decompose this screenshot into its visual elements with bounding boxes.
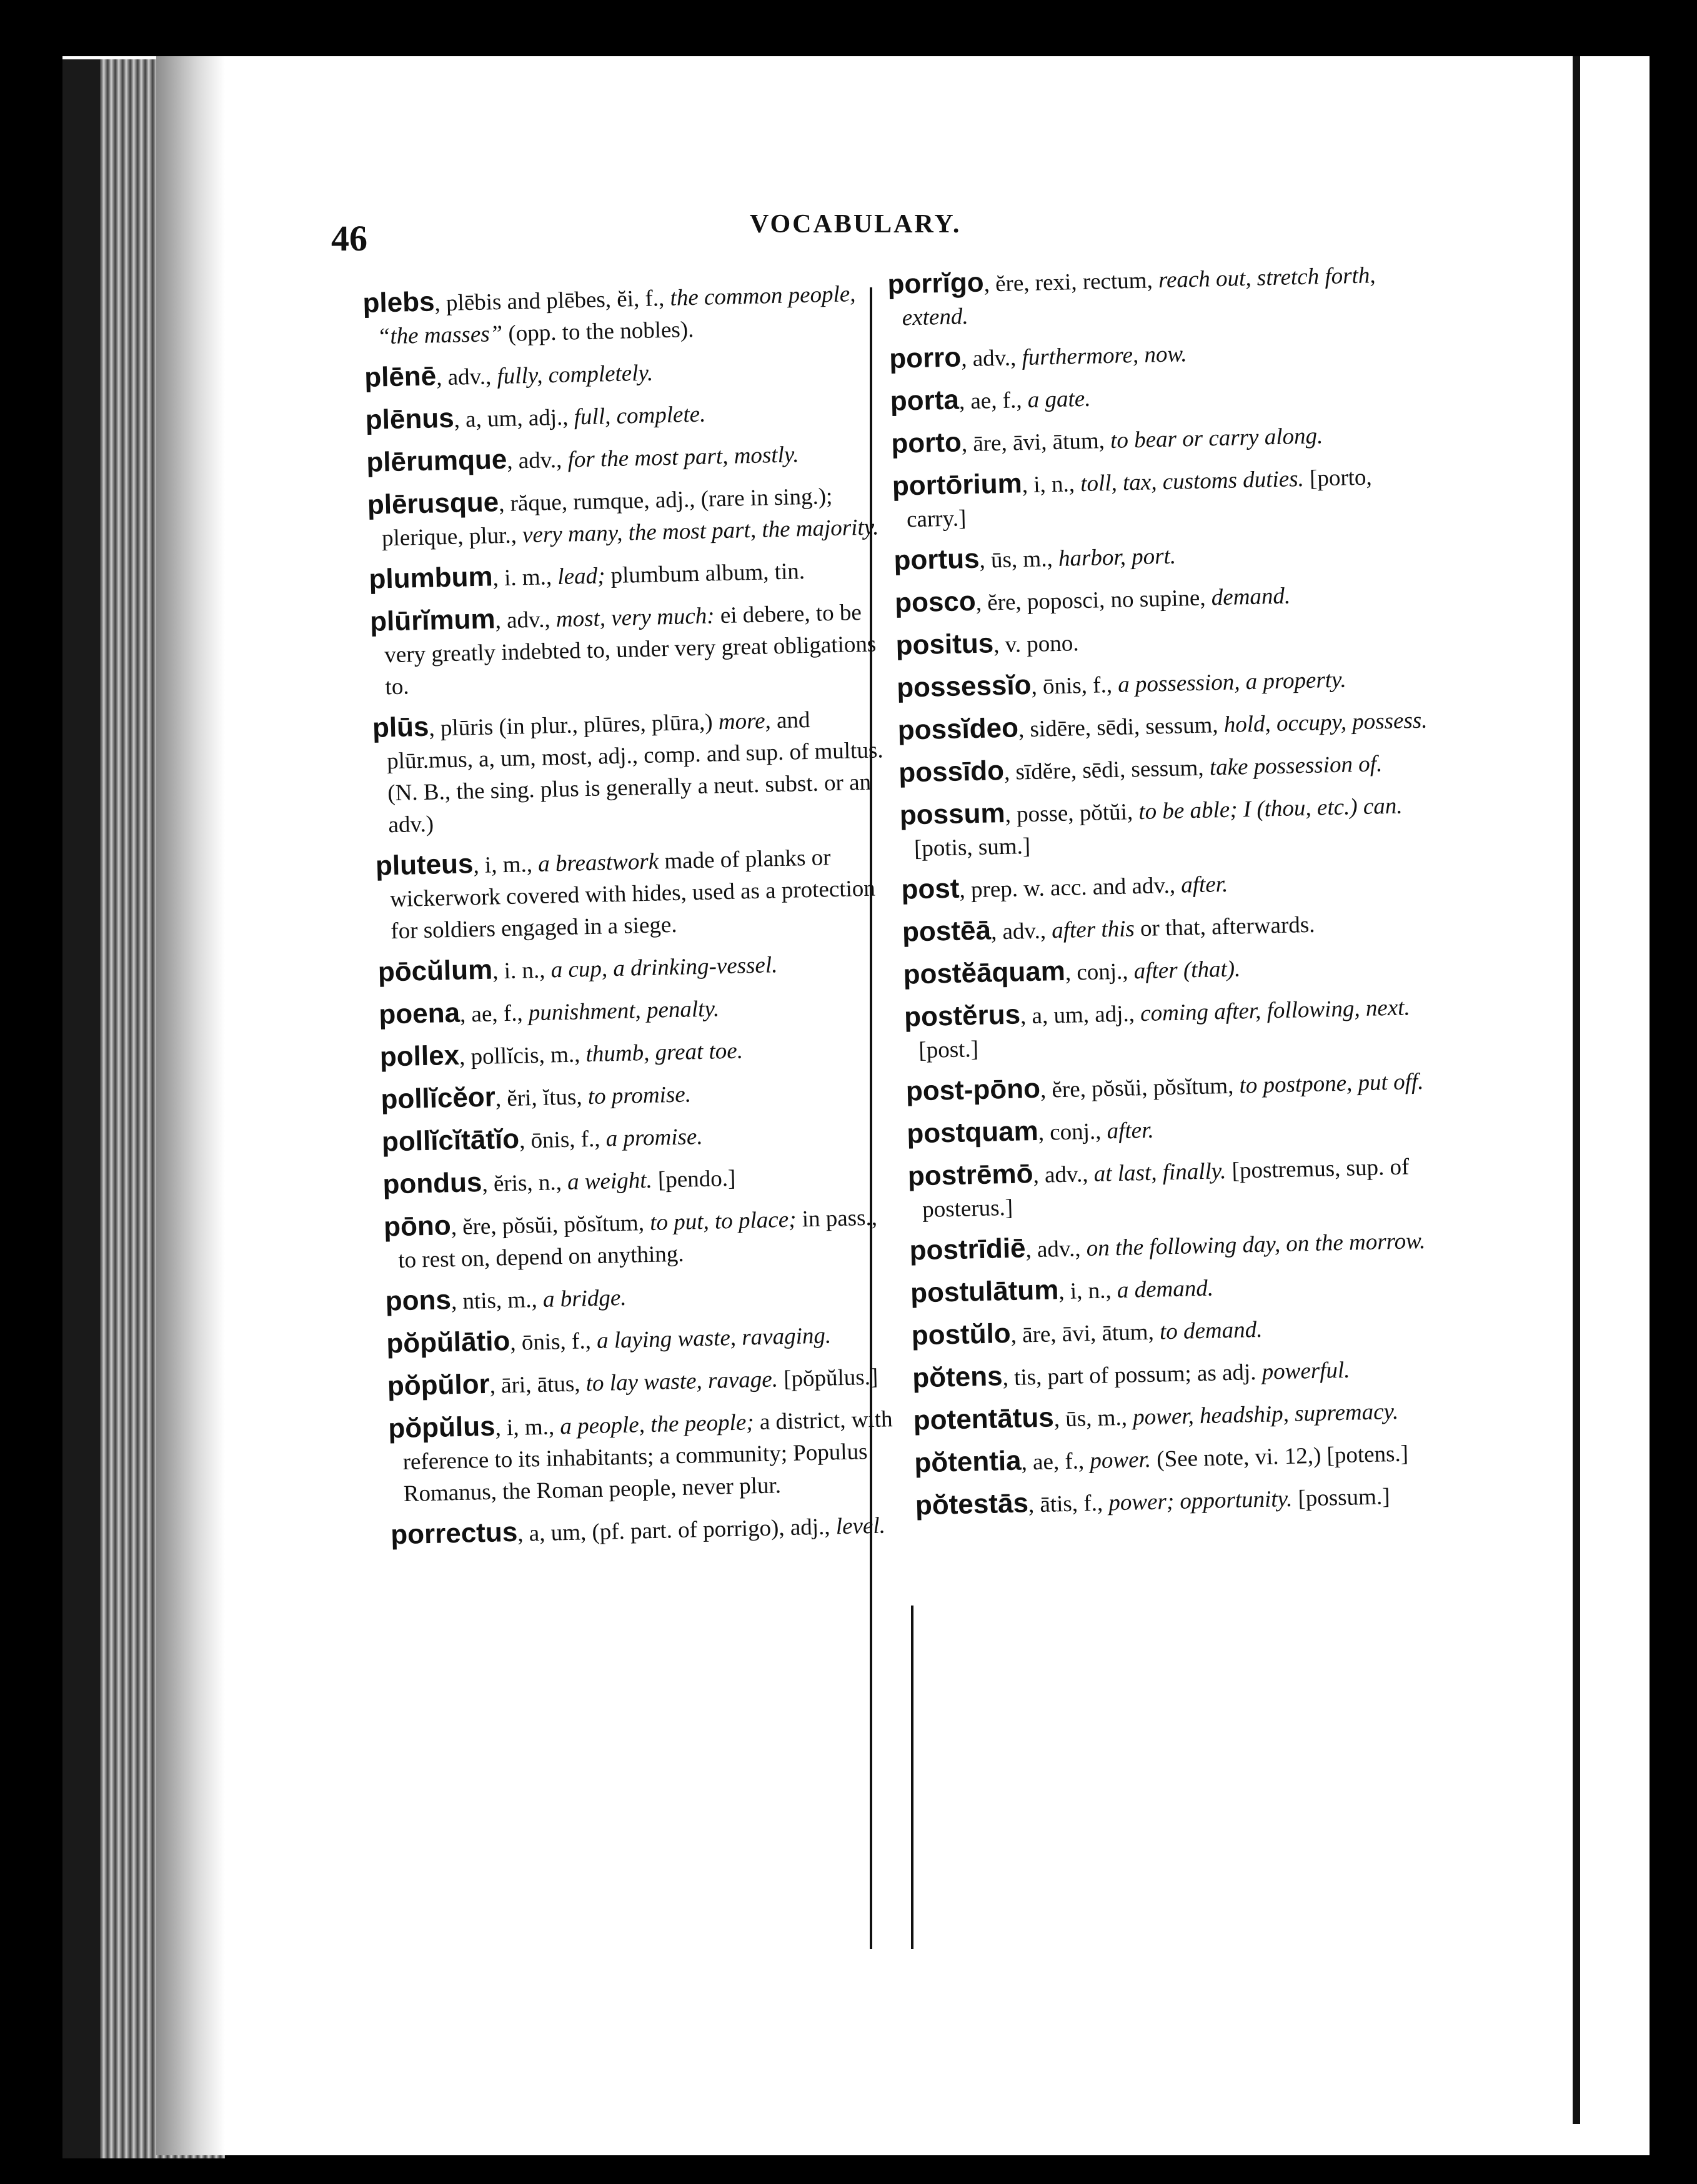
entry-grammar: , ōnis, f., xyxy=(509,1328,597,1356)
entry-gloss: a breastwork xyxy=(537,848,659,877)
entry-note: [porto, carry.] xyxy=(906,464,1373,533)
dictionary-entry xyxy=(903,946,1447,993)
dictionary-entry xyxy=(902,904,1446,950)
entry-grammar: , adv., xyxy=(960,345,1022,372)
dictionary-entry xyxy=(904,989,1449,1067)
dictionary-entry xyxy=(910,1265,1455,1311)
entry-grammar: , ĕri, ĭtus, xyxy=(495,1084,589,1112)
entry-grammar: , conj., xyxy=(1065,958,1135,986)
entry-grammar: , adv., xyxy=(1025,1236,1087,1263)
entry-headword: postĕāquam xyxy=(903,955,1066,990)
entry-grammar: , conj., xyxy=(1038,1118,1108,1146)
dictionary-entry xyxy=(905,1063,1450,1109)
entry-gloss: to lay waste, ravage. xyxy=(585,1366,779,1397)
entry-gloss: on the following day, on the morrow. xyxy=(1086,1228,1426,1262)
entry-headword: possum xyxy=(899,797,1006,831)
entry-headword: postĕrus xyxy=(903,999,1021,1033)
entry-note: plumbum album, tin. xyxy=(604,558,805,589)
entry-grammar: , v. pono. xyxy=(993,630,1079,658)
entry-grammar: , prep. w. acc. and adv., xyxy=(959,872,1182,903)
entry-gloss: a bridge. xyxy=(542,1284,627,1313)
entry-grammar: , i, n., xyxy=(1058,1278,1118,1305)
entry-gloss: after. xyxy=(1107,1117,1155,1144)
entry-note: (See note, vi. 12,) [potens.] xyxy=(1150,1441,1409,1472)
entry-grammar: , ātis, f., xyxy=(1028,1490,1109,1518)
entry-grammar: , i. n., xyxy=(492,957,552,985)
entry-note: in pass., to rest on, depend on anything. xyxy=(397,1204,878,1274)
entry-headword: possessĭo xyxy=(896,669,1032,703)
entry-grammar: , posse, pŏtŭi, xyxy=(1005,799,1139,828)
dictionary-entry xyxy=(895,575,1439,621)
scan-border-bottom xyxy=(0,2153,1697,2184)
entry-gloss: a gate. xyxy=(1027,385,1091,413)
entry-grammar: , sīdĕre, sēdi, sessum, xyxy=(1003,755,1210,785)
entry-gloss: to promise. xyxy=(587,1081,692,1110)
entry-headword: porro xyxy=(888,342,962,374)
entry-note: [pendo.] xyxy=(652,1165,736,1193)
entry-grammar: , ae, f., xyxy=(1021,1448,1090,1476)
entry-note: [potis, sum.] xyxy=(913,833,1031,862)
entry-grammar: , adv., xyxy=(990,918,1052,945)
entry-headword: pŏtentia xyxy=(913,1445,1022,1479)
running-head: VOCABULARY. xyxy=(750,210,962,239)
entry-headword: plūrĭmum xyxy=(369,603,496,637)
entry-gloss: after this xyxy=(1051,916,1135,944)
entry-headword: possĭdeo xyxy=(897,712,1019,746)
dictionary-entry xyxy=(914,1435,1458,1481)
dictionary-entry xyxy=(915,1477,1459,1524)
entry-grammar: , pollĭcis, m., xyxy=(459,1041,587,1070)
entry-grammar: , ōnis, f., xyxy=(1031,672,1118,700)
entry-headword: postquam xyxy=(906,1115,1039,1149)
entry-gloss: furthermore, now. xyxy=(1021,341,1188,371)
page-number: 46 xyxy=(331,218,367,259)
entry-headword: post-pōno xyxy=(905,1073,1041,1107)
entry-headword: pŏpŭlātio xyxy=(386,1326,510,1359)
entry-gloss: a demand. xyxy=(1117,1275,1214,1304)
entry-gloss: a promise. xyxy=(605,1123,704,1152)
entry-gloss: very many, the most part, the majority. xyxy=(522,514,879,548)
dictionary-entry xyxy=(386,1316,899,1362)
entry-note: ei debere, to be very greatly indebted to, under very great obligations to. xyxy=(384,600,877,700)
entry-gloss: to bear or carry along. xyxy=(1110,423,1323,454)
entry-grammar: , tis, part of possum; as adj. xyxy=(1002,1359,1263,1391)
dictionary-entry xyxy=(387,1359,900,1404)
dictionary-entry xyxy=(913,1392,1457,1439)
dictionary-entry xyxy=(892,458,1436,536)
entry-gloss: after. xyxy=(1180,871,1228,898)
entry-gloss: to put, to place; xyxy=(649,1206,797,1236)
dictionary-entry xyxy=(907,1148,1452,1226)
dictionary-entry xyxy=(897,660,1441,706)
dictionary-entry xyxy=(377,945,890,990)
entry-gloss: a possession, a property. xyxy=(1117,667,1347,698)
entry-headword: postrēmō xyxy=(907,1158,1033,1192)
entry-headword: porta xyxy=(890,384,960,417)
entry-grammar: , a, um, adj., xyxy=(1020,1001,1141,1030)
dictionary-entry xyxy=(388,1401,902,1511)
entry-headword: pluteus xyxy=(375,848,474,881)
entry-headword: plumbum xyxy=(369,561,494,595)
dictionary-entry xyxy=(897,702,1441,748)
dictionary-entry xyxy=(893,532,1438,578)
facing-page-edge-line xyxy=(1573,56,1580,2124)
entry-note: [post.] xyxy=(918,1036,979,1064)
entry-grammar: , sidēre, sēdi, sessum, xyxy=(1018,712,1225,743)
dictionary-entry xyxy=(891,415,1435,462)
dictionary-entry xyxy=(901,861,1445,908)
entry-note: [possum.] xyxy=(1291,1484,1390,1512)
entry-headword: pŏtestās xyxy=(915,1487,1029,1521)
dictionary-entry xyxy=(890,373,1434,419)
book-cover-edge xyxy=(62,59,100,2158)
entry-grammar: , ūs, m., xyxy=(979,545,1059,573)
entry-headword: pollex xyxy=(379,1040,460,1073)
entry-grammar: , ĕre, pŏsŭi, pŏsĭtum, xyxy=(1040,1073,1240,1103)
dictionary-entry xyxy=(898,745,1443,791)
entry-grammar: , i. m., xyxy=(492,564,558,592)
entry-headword: plebs xyxy=(362,286,435,319)
dictionary-entry xyxy=(385,1274,898,1319)
entry-grammar: , ĕre, rexi, rectum, xyxy=(983,267,1159,297)
right-column xyxy=(887,256,1460,1532)
gutter-shadow xyxy=(156,56,225,2155)
entry-headword: pondus xyxy=(382,1167,482,1200)
entry-headword: possīdo xyxy=(898,755,1005,788)
dictionary-entry xyxy=(899,787,1444,865)
dictionary-entry xyxy=(372,700,887,841)
entry-gloss: coming after, following, next. xyxy=(1140,995,1411,1027)
entry-note: (opp. to the nobles). xyxy=(502,316,694,347)
left-column xyxy=(362,275,903,1561)
entry-note: a district, with reference to its inhabitants; a community; Populus Romanus, the Roman people, never plur. xyxy=(402,1406,893,1507)
entry-headword: plērumque xyxy=(366,444,507,478)
entry-grammar: , ōnis, f., xyxy=(519,1126,607,1154)
entry-headword: porrĭgo xyxy=(887,267,985,300)
entry-gloss: reach out, stretch forth, extend. xyxy=(902,262,1376,331)
entry-headword: plērusque xyxy=(367,487,499,520)
entry-gloss: a laying waste, ravaging. xyxy=(596,1323,832,1354)
entry-gloss: a people, the people; xyxy=(559,1409,755,1440)
entry-grammar: , i, m., xyxy=(473,851,539,879)
entry-headword: pŏtens xyxy=(912,1361,1003,1394)
entry-grammar: , a, um, adj., xyxy=(454,404,575,433)
entry-headword: pōno xyxy=(383,1210,452,1243)
entry-headword: pŏpŭlor xyxy=(387,1368,490,1402)
entry-gloss: a cup, a drinking-vessel. xyxy=(550,952,778,983)
entry-grammar: , ae, f., xyxy=(958,387,1028,415)
entry-headword: porto xyxy=(890,427,962,459)
entry-headword: plēnē xyxy=(364,360,437,393)
dictionary-entry xyxy=(382,1157,895,1203)
entry-gloss: to postpone, put off. xyxy=(1238,1068,1424,1099)
entry-gloss: power, headship, supremacy. xyxy=(1132,1398,1399,1431)
entry-headword: posco xyxy=(894,585,977,618)
dictionary-entry xyxy=(911,1308,1455,1354)
entry-grammar: , ntis, m., xyxy=(450,1286,544,1315)
entry-grammar: , ĕre, poposci, no supine, xyxy=(975,585,1212,616)
entry-note: made of planks or wickerwork covered with hides, used as a protection for soldiers engaged in a siege. xyxy=(389,845,876,945)
entry-note: or that, afterwards. xyxy=(1134,911,1315,942)
entry-headword: pollĭcĕor xyxy=(380,1081,496,1115)
scan-border-left xyxy=(0,0,62,2184)
dictionary-entry xyxy=(369,552,882,597)
dictionary-entry xyxy=(912,1350,1456,1396)
entry-gloss: thumb, great toe. xyxy=(585,1038,744,1068)
dictionary-entry xyxy=(909,1223,1453,1269)
dictionary-entry xyxy=(375,838,889,948)
dictionary-entry xyxy=(379,987,892,1033)
entry-gloss: hold, occupy, possess. xyxy=(1223,707,1428,738)
entry-headword: post xyxy=(901,873,960,905)
entry-gloss: lead; xyxy=(557,563,605,590)
entry-grammar: , i, m., xyxy=(495,1414,560,1441)
entry-grammar: , ĕre, pŏsŭi, pŏsĭtum, xyxy=(450,1209,650,1241)
entry-gloss: a weight. xyxy=(567,1167,653,1195)
dictionary-entry xyxy=(367,477,880,555)
entry-headword: potentātus xyxy=(913,1402,1055,1436)
entry-gloss: take possession of. xyxy=(1209,751,1383,781)
entry-gloss: demand. xyxy=(1211,583,1291,611)
entry-gloss: more, xyxy=(718,708,772,735)
entry-headword: porrectus xyxy=(390,1516,518,1551)
entry-headword: positus xyxy=(895,628,994,661)
entry-headword: postēā xyxy=(902,915,992,948)
entry-headword: postrīdiē xyxy=(909,1233,1026,1266)
dictionary-entry xyxy=(365,392,878,438)
dictionary-entry xyxy=(895,617,1440,663)
entry-gloss: level. xyxy=(835,1512,886,1540)
entry-headword: postŭlo xyxy=(911,1318,1012,1351)
entry-headword: plūs xyxy=(372,711,429,743)
entry-note: [postremus, sup. of posterus.] xyxy=(922,1154,1410,1223)
entry-gloss: power; opportunity. xyxy=(1108,1486,1293,1516)
dictionary-entry xyxy=(889,330,1433,377)
dictionary-entry xyxy=(379,1030,892,1075)
scan-border-right xyxy=(1650,0,1697,2184)
entry-gloss: after (that). xyxy=(1133,956,1241,985)
entry-grammar: , a, um, (pf. part. of porrigo), adj., xyxy=(517,1514,837,1547)
entry-headword: pŏpŭlus xyxy=(387,1411,496,1444)
entry-grammar: , āre, āvi, ātum, xyxy=(1010,1319,1160,1348)
entry-gloss: powerful. xyxy=(1262,1357,1350,1385)
dictionary-entry xyxy=(384,1199,897,1277)
entry-grammar: , i, n., xyxy=(1022,471,1081,499)
entry-headword: poena xyxy=(378,997,460,1030)
entry-gloss: power. xyxy=(1089,1446,1152,1474)
dictionary-entry xyxy=(370,594,884,703)
entry-note: [pŏpŭlus.] xyxy=(777,1364,878,1392)
entry-gloss: the common people, “the masses” xyxy=(377,281,856,350)
entry-grammar: , āre, āvi, ātum, xyxy=(961,427,1111,457)
entry-gloss: punishment, penalty. xyxy=(528,996,720,1026)
entry-grammar: , adv., xyxy=(1033,1161,1095,1189)
dictionary-entry xyxy=(381,1072,893,1118)
entry-grammar: , adv., xyxy=(435,364,497,391)
entry-headword: postulātum xyxy=(910,1274,1059,1309)
dictionary-entry xyxy=(887,256,1432,334)
entry-note: and plūr.mus, a, um, most, adj., comp. and sup. of multus. (N. B., the sing. plus is generally a neut. subst. or an adv.) xyxy=(386,707,883,838)
entry-gloss: to be able; I (thou, etc.) can. xyxy=(1138,793,1403,825)
entry-gloss: at last, finally. xyxy=(1093,1158,1227,1187)
dictionary-entry xyxy=(391,1507,903,1553)
entry-grammar: , adv., xyxy=(495,607,557,634)
entry-gloss: fully, completely. xyxy=(497,360,654,390)
entry-headword: pons xyxy=(385,1284,452,1317)
entry-grammar: , adv., xyxy=(506,447,569,474)
entry-grammar: , āri, ātus, xyxy=(489,1371,587,1399)
entry-headword: portus xyxy=(893,543,980,576)
entry-headword: portōrium xyxy=(892,468,1023,502)
dictionary-entry xyxy=(364,350,877,395)
entry-gloss: full, complete. xyxy=(574,401,706,430)
column-rule-lower xyxy=(911,1606,913,1949)
entry-headword: pōcŭlum xyxy=(377,954,493,988)
entry-grammar: , ĕris, n., xyxy=(482,1169,568,1198)
dictionary-entry xyxy=(366,435,879,480)
dictionary-entry xyxy=(907,1106,1451,1152)
entry-gloss: harbor, port. xyxy=(1058,543,1177,572)
entry-gloss: to demand. xyxy=(1159,1316,1263,1345)
entry-headword: plēnus xyxy=(365,402,455,435)
entry-grammar: , ae, f., xyxy=(459,1000,529,1028)
scan-border-top xyxy=(0,0,1697,56)
dictionary-entry xyxy=(381,1114,894,1160)
entry-gloss: toll, tax, customs duties. xyxy=(1080,465,1305,497)
entry-grammar: , ūs, m., xyxy=(1053,1404,1133,1432)
entry-gloss: for the most part, mostly. xyxy=(567,442,799,473)
entry-headword: pollĭcĭtātĭo xyxy=(381,1123,520,1158)
dictionary-entry xyxy=(362,275,876,353)
entry-grammar: , plūris (in plur., plūres, plūra,) xyxy=(429,709,719,742)
entry-grammar: , răque, rumque, adj., (rare in sing.); plerique, plur., xyxy=(381,484,833,552)
entry-grammar: , plēbis and plēbes, ĕi, f., xyxy=(434,285,671,317)
entry-gloss: most, very much: xyxy=(555,603,715,633)
